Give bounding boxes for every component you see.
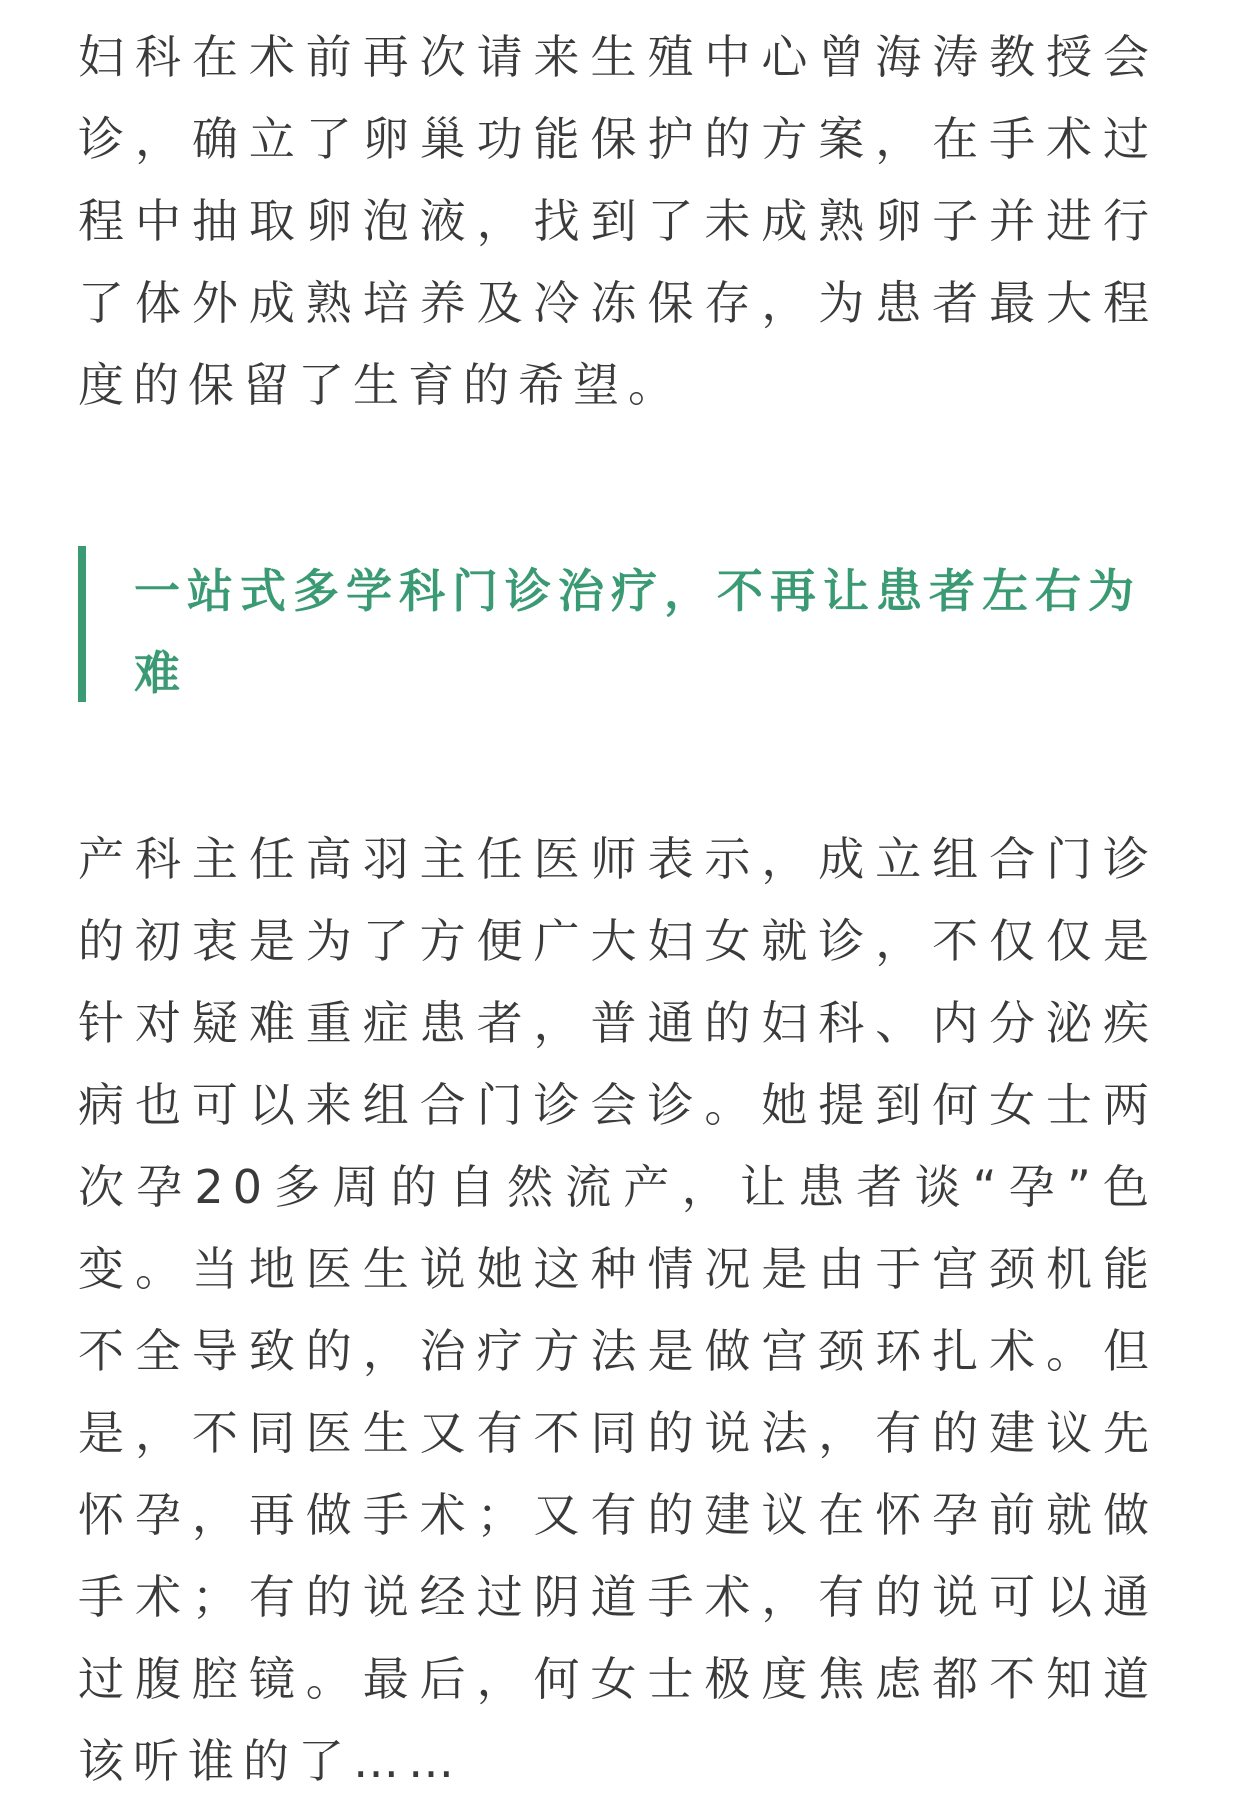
- paragraph-fertility-preservation: 妇科在术前再次请来生殖中心曾海涛教授会诊，确立了卵巢功能保护的方案，在手术过程中抽取卵泡液，找到了未成熟卵子并进行了体外成熟培养及冷冻保存，为患者最大程度的保留了生育的希望。: [78, 30, 1158, 412]
- paragraph-combined-clinic: 产科主任高羽主任医师表示，成立组合门诊的初衷是为了方便广大妇女就诊，不仅仅是针对疑难重症患者，普通的妇科、内分泌疾病也可以来组合门诊会诊。她提到何女士两次孕20多周的自然流产，让患者谈“孕”色变。当地医生说她这种情况是由于宫颈机能不全导致的，治疗方法是做宫颈环扎术。但是，不同医生又有不同的说法，有的建议先怀孕，再做手术；又有的建议在怀孕前就做手术；有的说经过阴道手术，有的说可以通过腹腔镜。最后，何女士极度焦虑都不知道该听谁的了……: [78, 832, 1158, 1788]
- section-heading-callout: [78, 546, 1158, 702]
- section-heading: 一站式多学科门诊治疗，不再让患者左右为难: [134, 564, 1141, 700]
